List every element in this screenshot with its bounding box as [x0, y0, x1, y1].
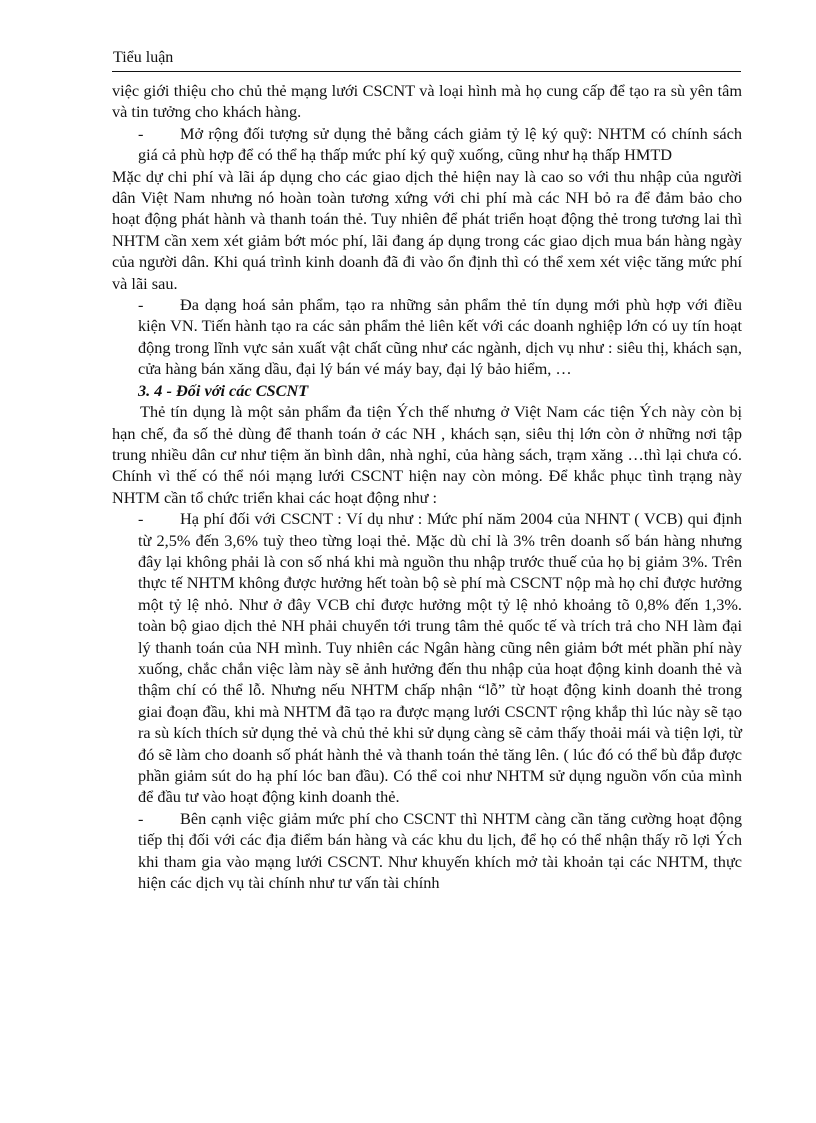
bullet-text: Bên cạnh việc giảm mức phí cho CSCNT thì NHTM càng cần tăng cường hoạt động tiếp thị đối với các địa điểm bán hàng và các khu du lịch, để họ có thể nhận thấy rõ lợi Ých khi tham gia vào mạng lưới CSCNT. Như khuyến khích mở tài khoản tại các NHTM, thực hiện các dịch vụ tài chính như tư vấn tài chính [138, 808, 742, 893]
section-heading: 3. 4 - Đối với các CSCNT [138, 380, 309, 400]
bullet-dash: - [138, 295, 144, 315]
bullet-text: Mở rộng đối tượng sử dụng thẻ bằng cách giảm tỷ lệ ký quỹ: NHTM có chính sách giá cả phù hợp để có thể hạ thấp mức phí ký quỹ xuống, cũng như hạ thấp HMTD [138, 123, 742, 165]
bullet-dash: - [138, 509, 144, 529]
header-rule [112, 71, 741, 72]
paragraph: Thẻ tín dụng là một sản phẩm đa tiện Ých thế nhưng ở Việt Nam các tiện Ých này còn bị hạn chế, đa số thẻ dùng để thanh toán ở các NH , khách sạn, siêu thị lớn còn ở những nơi tập trung nhiều dân cư như tiệm ăn bình dân, nhà nghỉ, của hàng sách, trạm xăng …thì lại chưa có. Chính vì thế có thể nói mạng lưới CSCNT hiện nay còn mỏng. Để khắc phục tình trạng này NHTM cần tổ chức triển khai các hoạt động như : [112, 402, 742, 507]
bullet-text: Đa dạng hoá sản phẩm, tạo ra những sản phẩm thẻ tín dụng mới phù hợp với điều kiện VN. Tiến hành tạo ra các sản phẩm thẻ liên kết với các doanh nghiệp lớn có uy tín hoạt động trong lĩnh vực sản xuất vật chất cũng như các ngành, dịch vụ như : siêu thị, khách sạn, cửa hàng bán xăng dầu, đại lý bán vé máy bay, đại lý bảo hiểm, … [138, 295, 742, 379]
bullet-item [112, 294, 742, 380]
bullet-item [112, 808, 742, 894]
page-header: Tiểu luận [113, 49, 174, 66]
bullet-dash: - [138, 123, 144, 143]
bullet-item [112, 123, 742, 166]
bullet-dash: - [138, 808, 144, 828]
bullet-item [112, 508, 742, 808]
document-body [112, 80, 742, 893]
paragraph: Mặc dự chi phí và lãi áp dụng cho các giao dịch thẻ hiện nay là cao so với thu nhập của người dân Việt Nam nhưng nó hoàn toàn tương xứng với chi phí mà các NH bỏ ra để đảm bảo cho hoạt động phát hành và thanh toán thẻ. Tuy nhiên để phát triển hoạt động thẻ trong tương lai thì NHTM cần xem xét giảm bớt móc phí, lãi đang áp dụng trong các giao dịch mua bán hàng ngày của người dân. Khi quá trình kinh doanh đã đi vào ổn định thì có thể xem xét việc tăng mức phí và lãi sau. [112, 166, 742, 293]
bullet-text: Hạ phí đối với CSCNT : Ví dụ như : Mức phí năm 2004 của NHNT ( VCB) qui định từ 2,5% đến 3,6% tuỳ theo từng loại thẻ. Mặc dù chỉ là 3% trên doanh số bán hàng nhưng đây lại không phải là con số nhá khi mà nguồn thu nhập trước thuế của họ bị giảm 3%. Trên thực tế NHTM không được hưởng hết toàn bộ sè phí mà CSCNT nộp mà họ chỉ được hưởng một tỷ lệ nhỏ. Như ở đây VCB chỉ được hưởng một tỷ lệ nhỏ khoảng tõ 0,8% đến 1,3%. toàn bộ giao dịch thẻ NH phải chuyển tới trung tâm thẻ quốc tế và trích trả cho NH làm đại lý thanh toán của NH mình. Tuy nhiên các Ngân hàng cũng nên giảm bớt mét phần phí này xuống, chắc chắn việc làm này sẽ ảnh hưởng đến thu nhập của hoạt động kinh doanh thẻ và thậm chí có thể lỗ. Nhưng nếu NHTM chấp nhận “lỗ” từ hoạt động kinh doanh thẻ trong giai đoạn đầu, khi mà NHTM đã tạo ra được mạng lưới CSCNT rộng khắp thì lúc này sẽ tạo ra sù kích thích sử dụng thẻ và chủ thẻ khi sử dụng càng sẽ cảm thấy thoải mái và tiện lợi, từ đó sẽ làm cho doanh số phát hành thẻ và thanh toán thẻ tăng lên. ( lúc đó có thể bù đắp được phần giảm sút do hạ phí lóc ban đầu). Có thể coi như NHTM sử dụng nguồn vốn của mình để đầu tư vào hoạt động kinh doanh thẻ. [138, 509, 742, 807]
paragraph: việc giới thiệu cho chủ thẻ mạng lưới CSCNT và loại hình mà họ cung cấp để tạo ra sù yên tâm và tin tưởng cho khách hàng. [112, 81, 742, 122]
